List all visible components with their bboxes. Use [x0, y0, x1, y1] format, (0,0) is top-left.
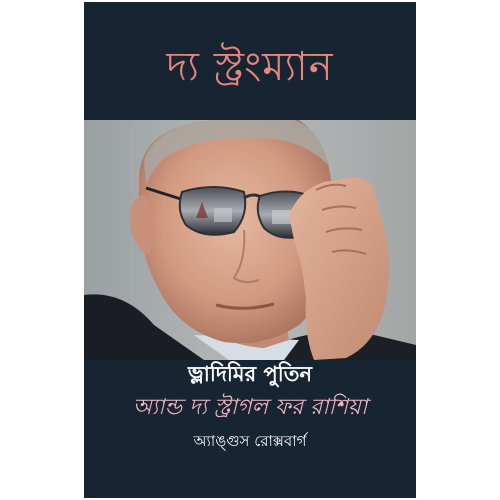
author-name: অ্যাঙ্গুস রোক্সবার্গ — [193, 432, 307, 450]
subject-name: ভ্লাদিমির পুতিন — [187, 362, 313, 386]
book-cover — [84, 2, 416, 498]
book-title: দ্য স্ট্রংম্যান — [166, 44, 334, 90]
book-subtitle: অ্যান্ড দ্য স্ট্রাগল ফর রাশিয়া — [132, 395, 368, 420]
cover-photo — [84, 120, 416, 360]
